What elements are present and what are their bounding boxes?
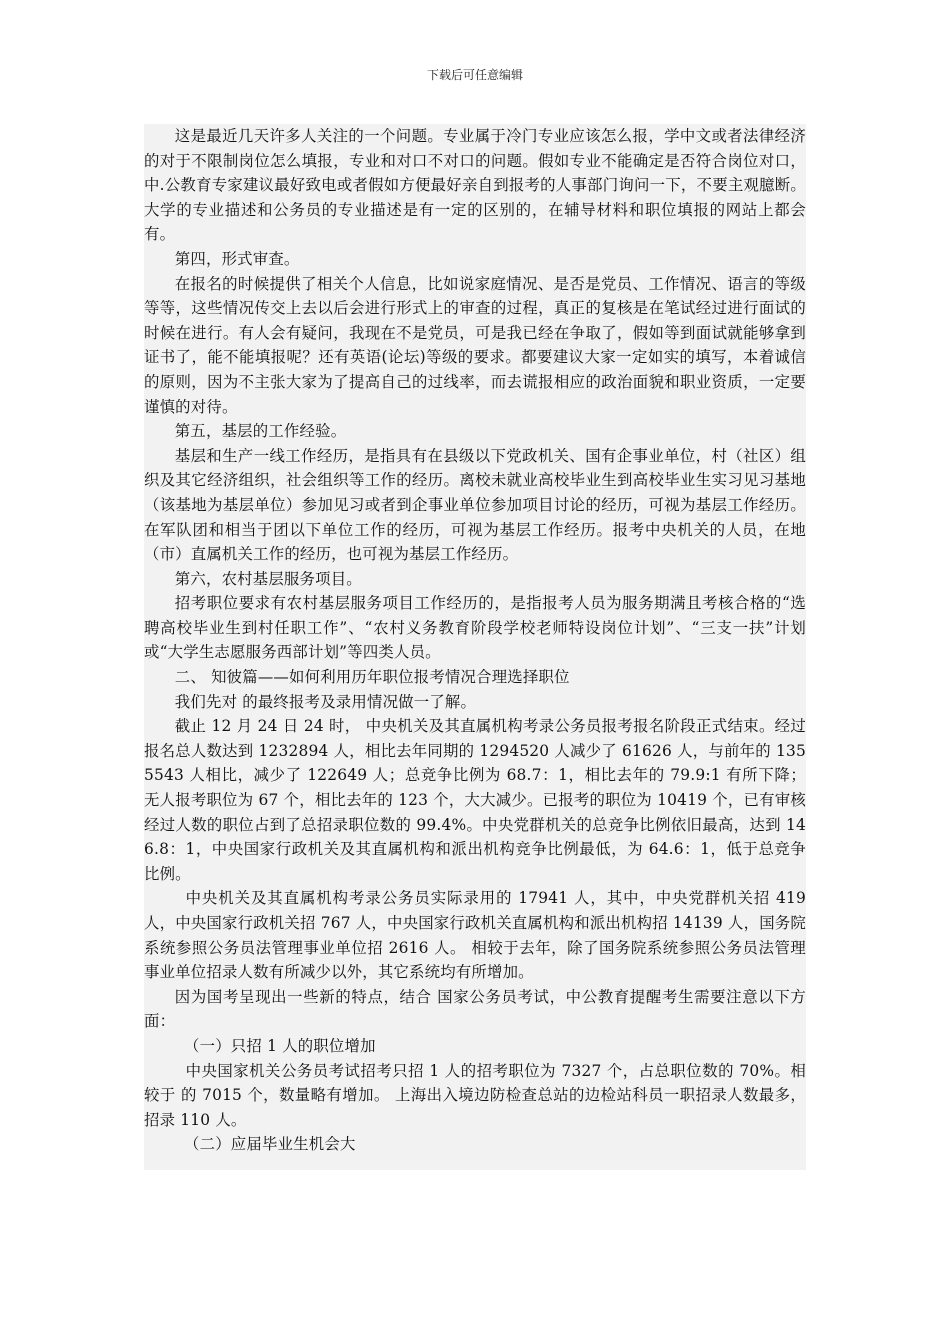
paragraph-intro-review: 我们先对 的最终报考及录用情况做一了解。 xyxy=(174,692,477,711)
paragraph-registration-stats: 截止 12 月 24 日 24 时， 中央机关及其直属机构考录公务员报考报名阶段正式结束。经过报名总人数达到 1232894 人，相比去年同期的 1294520 人减少了 61626 人，与前年的 1355543 人相比，减少了 122649 人；总竞争比例为 68.7：1，相比去年的 79.9:1 有所下降；无人报考职位为 67 个，相比去年的 123 个，大大减少。已报考的职位为 10419 个，已有审核经过人数的职位占到了总招录职位数的 99.4%。中央党群机关的总竞争比例依旧最高，达到 146.8：1，中央国家行政机关及其直属机构和派出机构竞争比例最低，为 64.6：1，低于总竞争比例。 xyxy=(144,717,806,883)
section-heading-grassroots-experience: 第五，基层的工作经验。 xyxy=(174,422,347,441)
paragraph-new-features: 因为国考呈现出一些新的特点，结合 国家公务员考试，中公教育提醒考生需要注意以下方面： xyxy=(144,987,806,1031)
paragraph-admission-stats: 中央机关及其直属机构考录公务员实际录用的 17941 人，其中，中央党群机关招 419 人，中央国家行政机关招 767 人，中央国家行政机关直属机构和派出机构招 14139 人，国务院系统参照公务员法管理事业单位招 2616 人。 相较于去年，除了国务院系统参照公务员法管理事业单位招录人数有所减少以外，其它系统均有所增加。 xyxy=(144,889,806,982)
section-heading-know-the-other: 二、 知彼篇——如何利用历年职位报考情况合理选择职位 xyxy=(174,668,570,687)
paragraph-single-hire-positions: 中央国家机关公务员考试招考只招 1 人的招考职位为 7327 个，占总职位数的 70%。相较于 的 7015 个，数量略有增加。 上海出入境边防检查总站的边检站科员一职招录人数最多，招录 110 人。 xyxy=(144,1061,806,1129)
paragraph-rural-service: 招考职位要求有农村基层服务项目工作经历的，是指报考人员为服务期满且考核合格的“选聘高校毕业生到村任职工作”、“农村义务教育阶段学校老师特设岗位计划”、“三支一扶”计划或“大学生志愿服务西部计划”等四类人员。 xyxy=(144,594,806,662)
paragraph-major-matching: 这是最近几天许多人关注的一个问题。专业属于冷门专业应该怎么报，学中文或者法律经济的对于不限制岗位怎么填报，专业和对口不对口的问题。假如专业不能确定是否符合岗位对口，中.公教育专家建议最好致电或者假如方便最好亲自到报考的人事部门询问一下，不要主观臆断。大学的专业描述和公务员的专业描述是有一定的区别的，在辅导材料和职位填报的网站上都会有。 xyxy=(144,127,806,244)
page-header: 下载后可任意编辑 xyxy=(426,68,523,82)
sub-heading-single-hire-positions: （一）只招 1 人的职位增加 xyxy=(184,1036,376,1055)
paragraph-formal-review: 在报名的时候提供了相关个人信息，比如说家庭情况、是否是党员、工作情况、语言的等级等等，这些情况传交上去以后会进行形式上的审查的过程，真正的复核是在笔试经过进行面试的时候在进行。有人会有疑问，我现在不是党员，可是我已经在争取了，假如等到面试就能够拿到证书了，能不能填报呢？还有英语(论坛)等级的要求。都要建议大家一定如实的填写，本着诚信的原则，因为不主张大家为了提高自己的过线率，而去谎报相应的政治面貌和职业资质，一定要谨慎的对待。 xyxy=(144,274,806,416)
section-heading-formal-review: 第四，形式审查。 xyxy=(174,249,300,268)
section-heading-rural-service: 第六，农村基层服务项目。 xyxy=(174,569,362,588)
paragraph-grassroots-experience: 基层和生产一线工作经历，是指具有在县级以下党政机关、国有企事业单位，村（社区）组织及其它经济组织，社会组织等工作的经历。离校未就业高校毕业生到高校毕业生实习见习基地（该基地为基层单位）参加见习或者到企事业单位参加项目讨论的经历，可视为基层工作经历。在军队团和相当于团以下单位工作的经历，可视为基层工作经历。报考中央机关的人员，在地（市）直属机关工作的经历，也可视为基层工作经历。 xyxy=(144,446,806,564)
document-body xyxy=(144,124,806,1170)
sub-heading-fresh-graduates: （二）应届毕业生机会大 xyxy=(184,1135,356,1154)
